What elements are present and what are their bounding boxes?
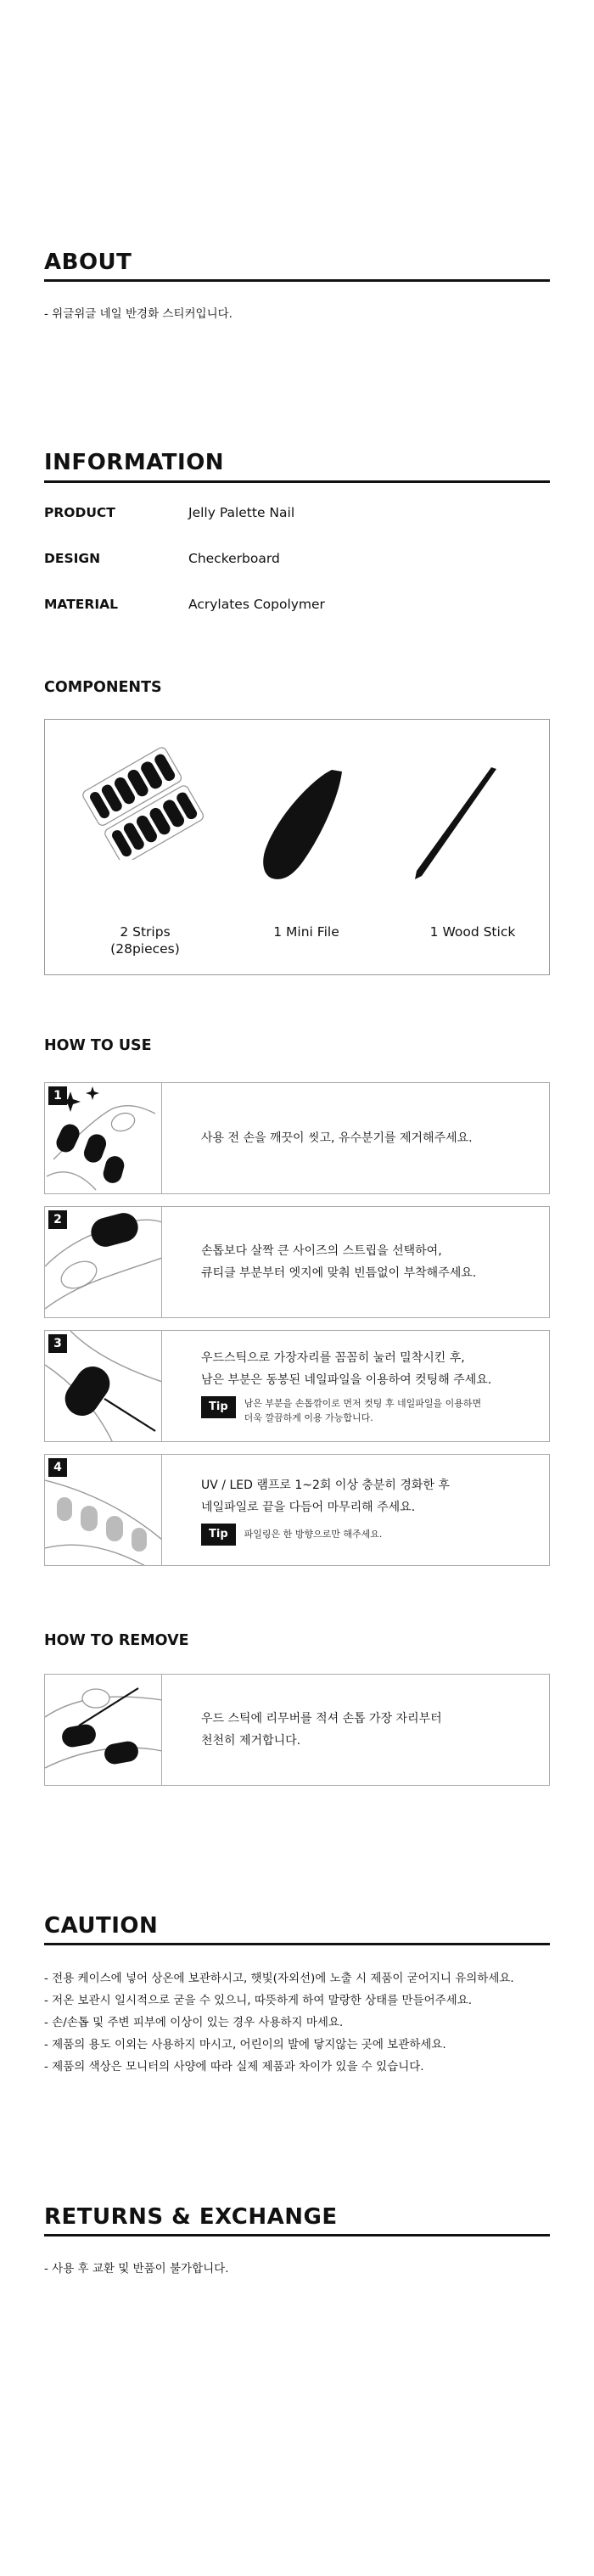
about-title: ABOUT [44, 250, 132, 275]
step-line: 남은 부분은 동봉된 네일파일을 이용하여 컷팅해 주세요. [201, 1373, 492, 1387]
caution-item: - 제품의 용도 이외는 사용하지 마시고, 어린이의 발에 닿지않는 곳에 보관하세요. [44, 2038, 446, 2051]
remove-line: 우드 스틱에 리무버를 적셔 손톱 가장 자리부터 [201, 1712, 442, 1726]
nail-strips-icon [79, 745, 206, 860]
step-3-text [162, 1331, 549, 1441]
tip-text [244, 1396, 482, 1425]
info-row-product [44, 505, 294, 520]
component-wood-stick [396, 923, 549, 940]
step-number: 1 [48, 1086, 67, 1105]
about-text: - 위글위글 네일 반경화 스티커입니다. [44, 307, 233, 321]
step-4-illustration [45, 1455, 162, 1565]
information-divider [44, 480, 550, 483]
step-3-illustration [45, 1331, 162, 1441]
tip-badge: Tip [201, 1396, 236, 1418]
step-number: 4 [48, 1458, 67, 1477]
step-line: 사용 전 손을 깨끗이 씻고, 유수분기를 제거해주세요. [201, 1131, 473, 1145]
step-4-text [162, 1455, 549, 1565]
info-row-material [44, 597, 325, 612]
caution-item: - 저온 보관시 일시적으로 굳을 수 있으니, 따뜻하게 하여 말랑한 상태를 만들어주세요. [44, 1994, 473, 2007]
component-label: 2 Strips [120, 924, 171, 940]
step-1 [44, 1082, 550, 1194]
caution-item: - 전용 케이스에 넣어 상온에 보관하시고, 햇빛(자외선)에 노출 시 제품이 굳어지니 유의하세요. [44, 1972, 514, 1985]
step-3 [44, 1330, 550, 1442]
step-line: 우드스틱으로 가장자리를 꼼꼼히 눌러 밀착시킨 후, [201, 1351, 465, 1365]
returns-divider [44, 2234, 550, 2236]
step-3-tip [201, 1396, 549, 1425]
step-2-text [162, 1207, 549, 1317]
step-line: 큐티클 부분부터 엣지에 맞춰 빈틈없이 부착해주세요. [201, 1266, 477, 1280]
step-line: 네일파일로 끝을 다듬어 마무리해 주세요. [201, 1501, 416, 1514]
information-title: INFORMATION [44, 450, 225, 475]
remove-step [44, 1674, 550, 1786]
info-value: Checkerboard [188, 551, 280, 566]
mini-file-icon [257, 766, 350, 885]
step-4-tip [201, 1524, 549, 1546]
info-key: DESIGN [44, 551, 101, 566]
step-number: 3 [48, 1334, 67, 1353]
how-to-use-title: HOW TO USE [44, 1037, 152, 1054]
tip-badge: Tip [201, 1524, 236, 1546]
step-1-illustration [45, 1083, 162, 1193]
step-line: 손톱보다 살짝 큰 사이즈의 스트립을 선택하여, [201, 1244, 442, 1258]
remove-line: 천천히 제거합니다. [201, 1734, 301, 1748]
about-divider [44, 279, 550, 282]
wood-stick-icon [410, 764, 503, 883]
info-row-design [44, 551, 280, 566]
step-2-illustration [45, 1207, 162, 1317]
step-line: UV / LED 램프로 1~2회 이상 충분히 경화한 후 [201, 1479, 450, 1492]
components-box [44, 719, 550, 975]
remove-illustration [45, 1675, 162, 1785]
returns-text: - 사용 후 교환 및 반품이 불가합니다. [44, 2262, 229, 2276]
tip-text-line: 남은 부분을 손톱깎이로 먼저 컷팅 후 네일파일을 이용하면 [244, 1398, 482, 1409]
info-value: Jelly Palette Nail [188, 505, 295, 520]
caution-list [44, 1967, 514, 2078]
returns-title: RETURNS & EXCHANGE [44, 2204, 338, 2230]
remove-text [162, 1675, 549, 1785]
remover-stick-icon [45, 1675, 162, 1785]
component-label: 1 Wood Stick [429, 924, 516, 940]
caution-title: CAUTION [44, 1913, 159, 1939]
component-sublabel: (28pieces) [110, 941, 180, 957]
info-key: PRODUCT [44, 505, 115, 520]
step-2 [44, 1206, 550, 1318]
component-mini-file [230, 923, 383, 940]
info-value: Acrylates Copolymer [188, 597, 325, 612]
component-strips [69, 923, 221, 957]
component-label: 1 Mini File [273, 924, 339, 940]
components-title: COMPONENTS [44, 679, 162, 696]
step-1-text [162, 1083, 549, 1193]
caution-item: - 손/손톱 및 주변 피부에 이상이 있는 경우 사용하지 마세요. [44, 2016, 344, 2029]
tip-text-line: 더욱 깔끔하게 이용 가능합니다. [244, 1412, 373, 1423]
caution-item: - 제품의 색상은 모니터의 사양에 따라 실제 제품과 차이가 있을 수 있습니다. [44, 2060, 424, 2074]
tip-text: 파일링은 한 방향으로만 해주세요. [244, 1529, 383, 1540]
info-key: MATERIAL [44, 597, 118, 612]
step-4 [44, 1454, 550, 1566]
how-to-remove-title: HOW TO REMOVE [44, 1632, 189, 1649]
step-number: 2 [48, 1210, 67, 1229]
caution-divider [44, 1943, 550, 1945]
